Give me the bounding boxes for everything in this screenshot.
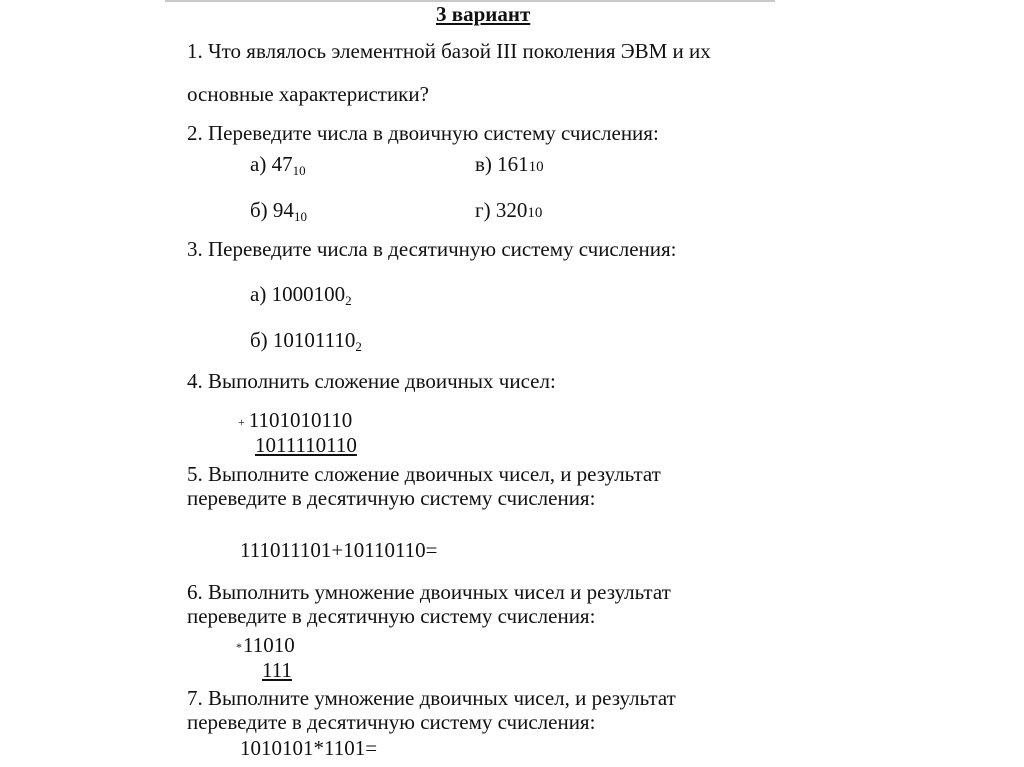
q2-item-g-label: г) 320: [475, 198, 528, 222]
q6-multiply-sign: *: [236, 640, 242, 654]
q4-operand1-row: [238, 408, 352, 435]
q2-item-g-base: 10: [527, 205, 543, 221]
q3-item-b-base: 2: [355, 339, 362, 354]
q3-item-a: [250, 282, 352, 306]
q4-heading: 4. Выполнить сложение двоичных чисел:: [187, 369, 556, 393]
q4-plus-sign: +: [238, 415, 245, 429]
q6-line2: переведите в десятичную систему счисления:: [187, 604, 596, 628]
q2-item-v-base: 10: [528, 159, 544, 175]
q2-item-v-label: в) 161: [475, 152, 529, 176]
q2-item-v: [475, 152, 544, 176]
q6-operand1-row: [236, 633, 295, 660]
q2-item-b-base: 10: [293, 209, 307, 224]
q4-operand2: 1011110110: [255, 433, 357, 457]
q1-line1: 1. Что являлось элементной базой III поколения ЭВМ и их: [187, 39, 711, 63]
q2-item-a-label: а) 47: [250, 152, 293, 176]
q3-item-b: [250, 328, 362, 352]
q2-item-a: [250, 152, 306, 176]
q3-heading: 3. Переведите числа в десятичную систему счисления:: [187, 237, 677, 261]
q5-line2: переведите в десятичную систему счисления:: [187, 486, 596, 510]
q2-item-g: [475, 198, 542, 222]
q3-item-a-base: 2: [345, 293, 352, 308]
q5-line1: 5. Выполните сложение двоичных чисел, и результат: [187, 462, 661, 486]
q6-operand2: 111: [262, 658, 292, 682]
q4-operand1: 1101010110: [248, 408, 353, 432]
q3-item-b-label: б) 10101110: [250, 328, 356, 352]
q6-line1: 6. Выполнить умножение двоичных чисел и результат: [187, 580, 671, 604]
q2-heading: 2. Переведите числа в двоичную систему счисления:: [187, 121, 659, 145]
q3-item-a-label: а) 1000100: [250, 282, 346, 306]
q7-line2: переведите в десятичную систему счисления:: [187, 710, 596, 734]
q7-line1: 7. Выполните умножение двоичных чисел, и результат: [187, 686, 676, 710]
variant-title: 3 вариант: [436, 2, 531, 26]
q1-line2: основные характеристики?: [187, 82, 429, 106]
q2-item-b-label: б) 94: [250, 198, 294, 222]
q2-item-b: [250, 198, 307, 222]
q5-expression: 111011101+10110110=: [240, 538, 438, 562]
q6-operand1: 11010: [243, 633, 295, 657]
q7-expression: 1010101*1101=: [240, 736, 378, 760]
q2-item-a-base: 10: [292, 163, 306, 178]
